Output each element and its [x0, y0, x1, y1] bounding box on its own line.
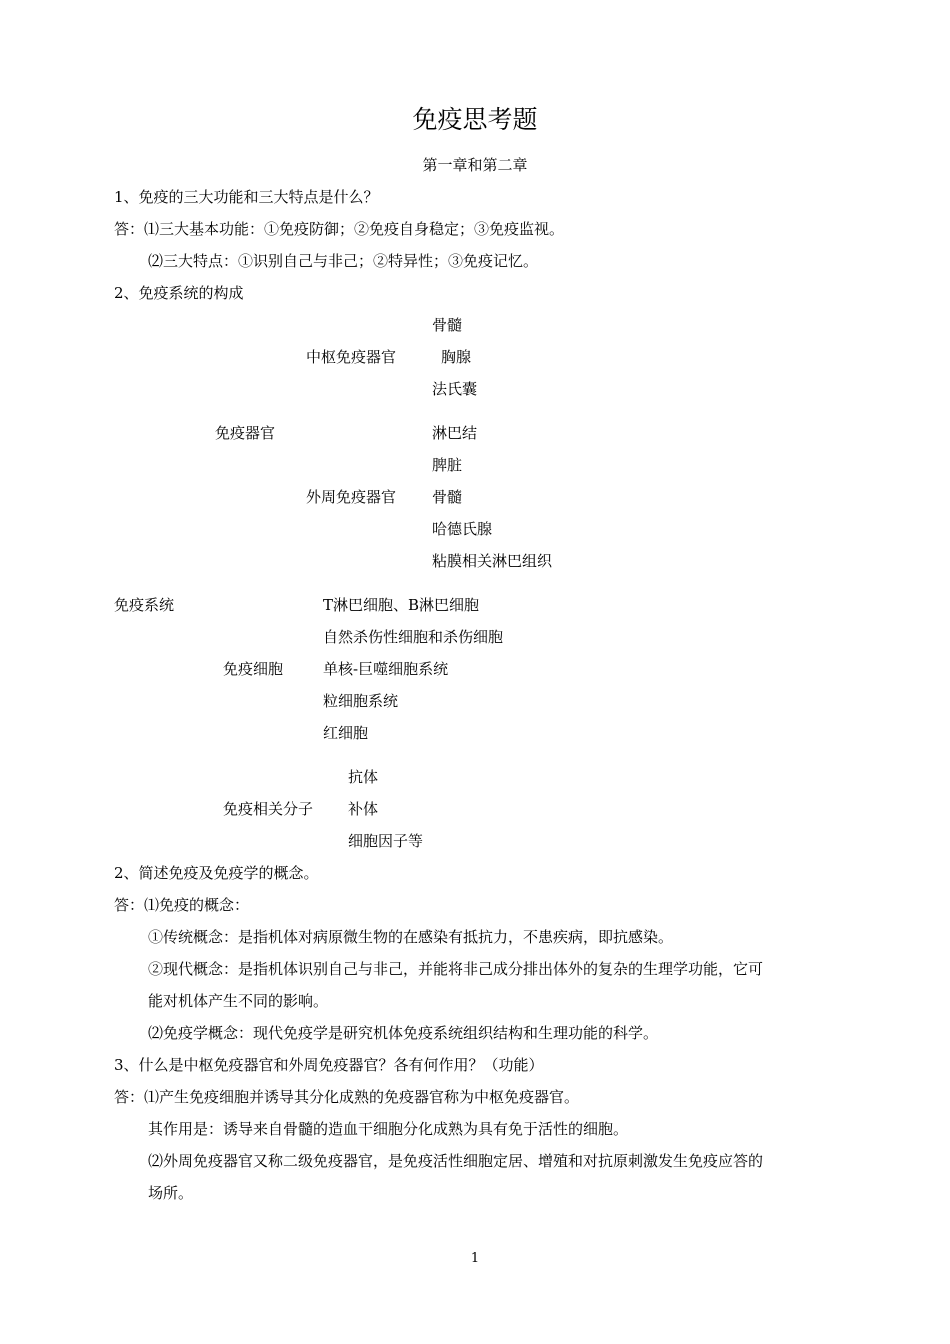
answer-4-line-3: ⑵外周免疫器官又称二级免疫器官，是免疫活性细胞定居、增殖和对抗原刺激发生免疫应答的 [148, 1152, 764, 1170]
immune-cell-item: 单核-巨噬细胞系统 [323, 660, 449, 678]
answer-4-line-1: 答：⑴产生免疫细胞并诱导其分化成熟的免疫器官称为中枢免疫器官。 [114, 1088, 580, 1106]
answer-3-line-1: 答：⑴免疫的概念： [114, 896, 250, 914]
answer-3-line-3: ②现代概念：是指机体识别自己与非己，并能将非己成分排出体外的复杂的生理学功能，它可 [148, 960, 764, 978]
peripheral-organ-item: 淋巴结 [432, 424, 478, 442]
immune-cells-label: 免疫细胞 [223, 660, 284, 678]
question-2: 2、免疫系统的构成 [114, 284, 244, 302]
immune-organs-label: 免疫器官 [215, 424, 276, 442]
immune-molecules-label: 免疫相关分子 [223, 800, 314, 818]
central-organs-label: 中枢免疫器官 [306, 348, 397, 366]
question-1: 1、免疫的三大功能和三大特点是什么？ [114, 188, 379, 206]
immune-molecule-item: 细胞因子等 [348, 832, 424, 850]
central-organ-item: 胸腺 [441, 348, 472, 366]
immune-cell-item: 粒细胞系统 [323, 692, 399, 710]
peripheral-organ-item: 骨髓 [432, 488, 463, 506]
immune-cell-item: 自然杀伤性细胞和杀伤细胞 [323, 628, 504, 646]
answer-4-line-2: 其作用是：诱导来自骨髓的造血干细胞分化成熟为具有免于活性的细胞。 [148, 1120, 629, 1138]
question-3: 2、简述免疫及免疫学的概念。 [114, 864, 319, 882]
answer-3-line-4: ⑵免疫学概念：现代免疫学是研究机体免疫系统组织结构和生理功能的科学。 [148, 1024, 659, 1042]
immune-molecule-item: 抗体 [348, 768, 379, 786]
answer-1-line-2: ⑵三大特点：①识别自己与非己；②特异性；③免疫记忆。 [148, 252, 539, 270]
peripheral-organs-label: 外周免疫器官 [306, 488, 397, 506]
central-organ-item: 法氏囊 [432, 380, 478, 398]
page-number: 1 [470, 1251, 480, 1266]
answer-1-line-1: 答：⑴三大基本功能：①免疫防御；②免疫自身稳定；③免疫监视。 [114, 220, 565, 238]
peripheral-organ-item: 哈德氏腺 [432, 520, 493, 538]
peripheral-organ-item: 粘膜相关淋巴组织 [432, 552, 553, 570]
immune-molecule-item: 补体 [348, 800, 379, 818]
page-title: 免疫思考题 [412, 105, 538, 134]
answer-3-line-3-cont: 能对机体产生不同的影响。 [148, 992, 329, 1010]
peripheral-organ-item: 脾脏 [432, 456, 463, 474]
immune-cell-item: 红细胞 [323, 724, 369, 742]
immune-system-label: 免疫系统 [114, 596, 175, 614]
question-4: 3、什么是中枢免疫器官和外周免疫器官？各有何作用？（功能） [114, 1056, 544, 1074]
answer-4-line-3-cont: 场所。 [148, 1184, 194, 1202]
chapter-subtitle: 第一章和第二章 [422, 156, 528, 174]
answer-3-line-2: ①传统概念：是指机体对病原微生物的在感染有抵抗力，不患疾病，即抗感染。 [148, 928, 674, 946]
central-organ-item: 骨髓 [432, 316, 463, 334]
immune-cell-item: T淋巴细胞、B淋巴细胞 [323, 596, 480, 614]
